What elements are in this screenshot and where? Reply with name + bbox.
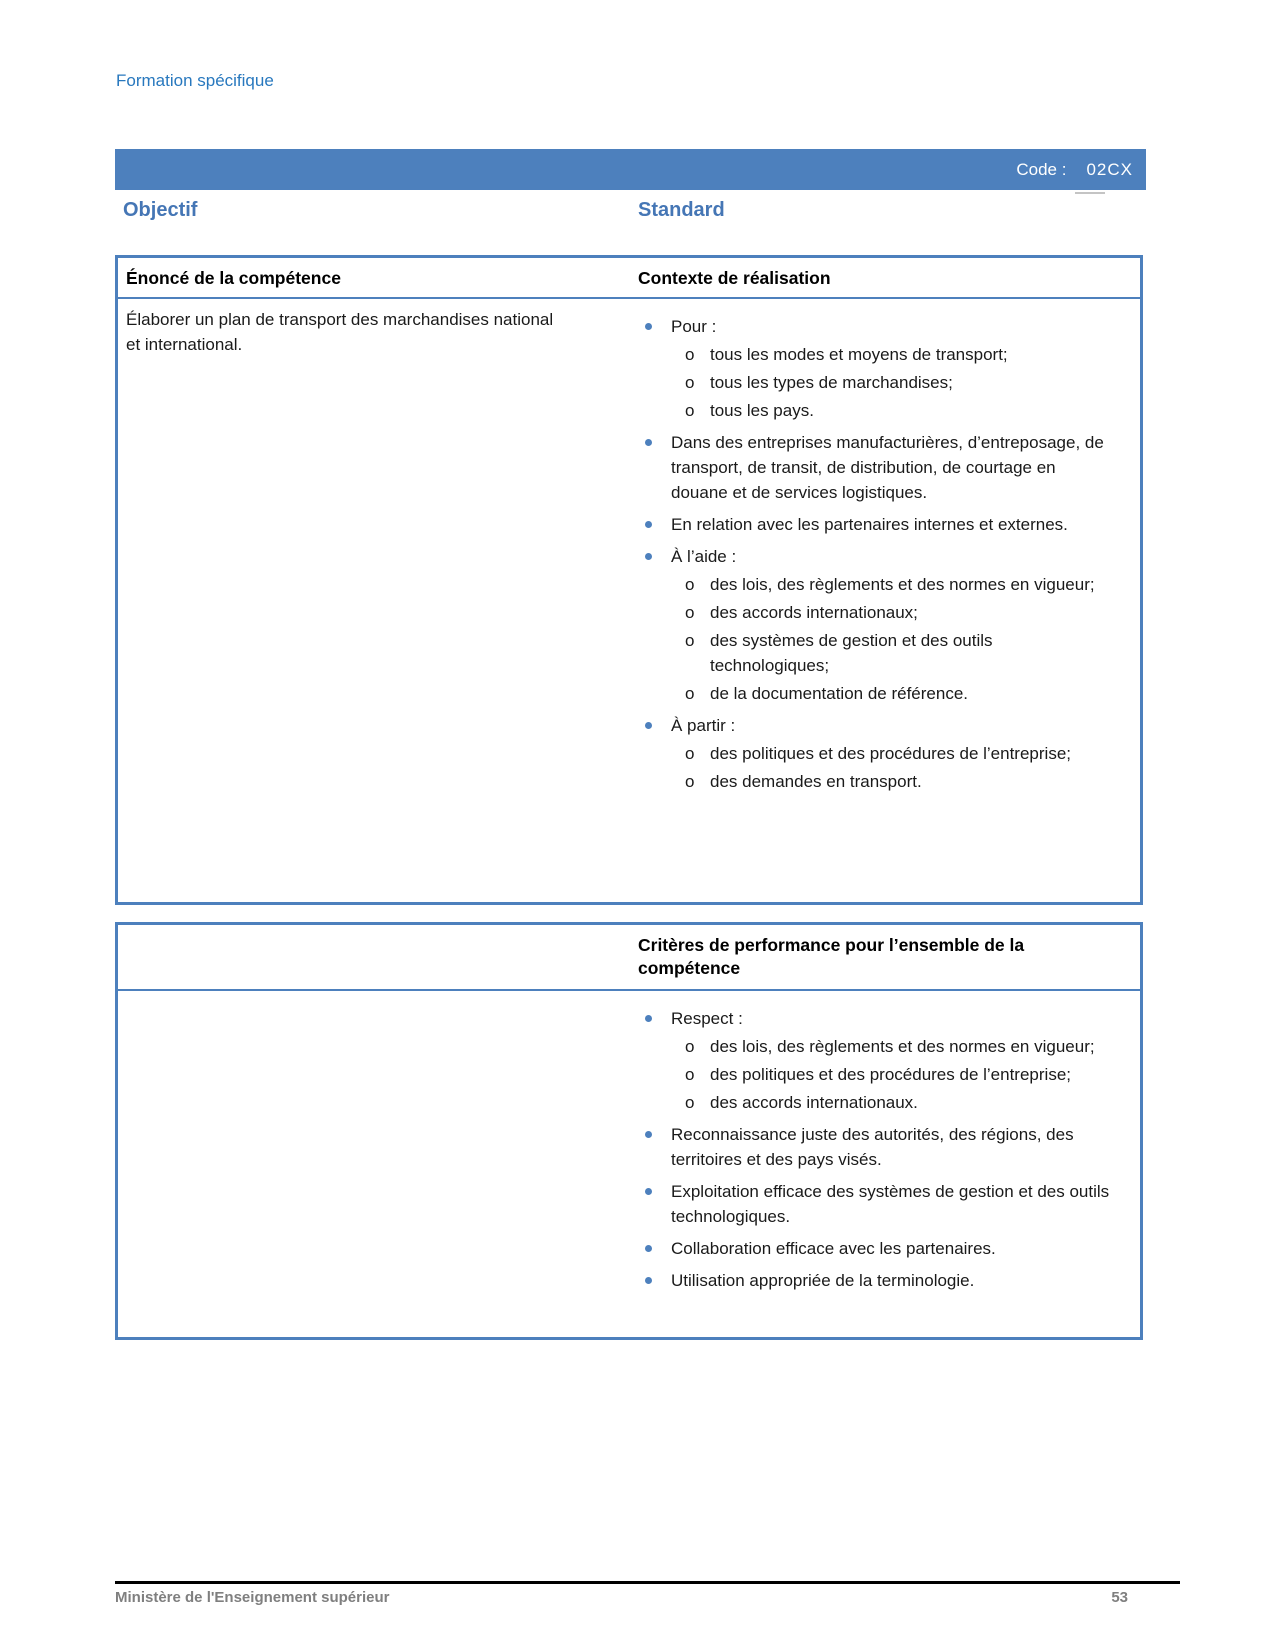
code-banner <box>115 149 1146 190</box>
criteres-body-empty-cell <box>118 991 638 1301</box>
objectif-title: Objectif <box>123 199 198 221</box>
enonce-body-text: Élaborer un plan de transport des marchandises national et international. <box>126 310 554 354</box>
sub-bullet-item <box>638 398 1114 423</box>
code-label: Code : <box>1016 159 1067 179</box>
bullet-text: Respect : <box>671 1009 743 1028</box>
contexte-header: Contexte de réalisation <box>638 268 831 288</box>
circle-bullet-icon: o <box>685 401 695 420</box>
sub-bullet-item <box>638 1034 1114 1059</box>
bullet-text: Reconnaissance juste des autorités, des régions, des territoires et des pays visés. <box>671 1125 1074 1169</box>
bullet-icon <box>638 314 671 339</box>
criteres-table-body-row <box>118 991 1140 1301</box>
sub-bullet-item <box>638 628 1114 678</box>
sub-bullet-item <box>638 741 1114 766</box>
sub-bullet-text: de la documentation de référence. <box>710 684 969 703</box>
bullet-icon <box>638 544 671 569</box>
sub-bullet-text: des systèmes de gestion et des outils technologiques; <box>710 631 993 675</box>
sub-bullet-item <box>638 769 1114 794</box>
bullet-icon <box>638 512 671 537</box>
circle-bullet-icon: o <box>685 575 695 594</box>
criteres-table-header-row <box>118 925 1140 991</box>
competence-table-body-row <box>118 299 1140 802</box>
column-titles <box>115 199 1143 222</box>
sub-bullet-item <box>638 572 1114 597</box>
criteres-header: Critères de performance pour l’ensemble de la compétence <box>638 935 1025 978</box>
bullet-item <box>638 1236 1114 1261</box>
sub-bullet-text: tous les types de marchandises; <box>710 373 953 392</box>
bullet-icon <box>638 1122 671 1172</box>
sub-bullet-item <box>638 370 1114 395</box>
contexte-bullet-list <box>638 314 1114 794</box>
sub-bullet-text: des demandes en transport. <box>710 772 922 791</box>
bullet-icon <box>638 1268 671 1293</box>
circle-bullet-icon: o <box>685 1037 695 1056</box>
bullet-item <box>638 1006 1114 1031</box>
standard-title: Standard <box>638 199 725 221</box>
bullet-text: Pour : <box>671 317 717 336</box>
sub-bullet-item <box>638 1090 1114 1115</box>
sub-bullet-item <box>638 1062 1114 1087</box>
bullet-item <box>638 1179 1114 1229</box>
competence-table-header-row <box>118 258 1140 299</box>
bullet-item <box>638 512 1114 537</box>
sub-bullet-text: des accords internationaux. <box>710 1093 918 1112</box>
circle-bullet-icon: o <box>685 631 695 650</box>
sub-bullet-text: tous les modes et moyens de transport; <box>710 345 1008 364</box>
circle-bullet-icon: o <box>685 772 695 791</box>
bullet-item <box>638 1122 1114 1172</box>
bullet-text: Utilisation appropriée de la terminologie. <box>671 1271 975 1290</box>
criteres-body-cell <box>638 991 1140 1301</box>
bullet-text: À l’aide : <box>671 547 737 566</box>
bullet-text: Dans des entreprises manufacturières, d’entreposage, de transport, de transit, de distribution, de courtage en douane et de services logistiques. <box>671 433 1104 502</box>
section-label: Formation spécifique <box>116 71 274 90</box>
sub-bullet-text: des lois, des règlements et des normes en vigueur; <box>710 575 1095 594</box>
bullet-icon <box>638 430 671 505</box>
code-underline-mark <box>1075 192 1105 194</box>
bullet-item <box>638 314 1114 339</box>
code-value: 02CX <box>1086 159 1133 179</box>
sub-bullet-item <box>638 681 1114 706</box>
bullet-text: À partir : <box>671 716 736 735</box>
contexte-body-cell <box>638 299 1140 802</box>
bullet-text: Collaboration efficace avec les partenaires. <box>671 1239 996 1258</box>
circle-bullet-icon: o <box>685 744 695 763</box>
page-number: 53 <box>1111 1589 1128 1606</box>
criteres-bullet-list <box>638 1006 1114 1293</box>
bullet-text: Exploitation efficace des systèmes de gestion et des outils technologiques. <box>671 1182 1110 1226</box>
bullet-item <box>638 1268 1114 1293</box>
bullet-icon <box>638 1006 671 1031</box>
sub-bullet-text: des accords internationaux; <box>710 603 918 622</box>
circle-bullet-icon: o <box>685 603 695 622</box>
bullet-item <box>638 430 1114 505</box>
bullet-icon <box>638 1179 671 1229</box>
bullet-item <box>638 713 1114 738</box>
enonce-header: Énoncé de la compétence <box>126 268 341 288</box>
footer-ministry-text: Ministère de l'Enseignement supérieur <box>115 1589 390 1606</box>
circle-bullet-icon: o <box>685 373 695 392</box>
circle-bullet-icon: o <box>685 684 695 703</box>
sub-bullet-item <box>638 600 1114 625</box>
sub-bullet-text: des lois, des règlements et des normes en vigueur; <box>710 1037 1095 1056</box>
sub-bullet-item <box>638 342 1114 367</box>
footer-divider-line <box>115 1581 1180 1584</box>
sub-bullet-text: des politiques et des procédures de l’entreprise; <box>710 744 1071 763</box>
sub-bullet-text: des politiques et des procédures de l’entreprise; <box>710 1065 1071 1084</box>
bullet-icon <box>638 713 671 738</box>
competence-table <box>115 255 1143 905</box>
circle-bullet-icon: o <box>685 1093 695 1112</box>
circle-bullet-icon: o <box>685 345 695 364</box>
sub-bullet-text: tous les pays. <box>710 401 814 420</box>
criteres-header-empty-cell <box>118 925 638 989</box>
bullet-text: En relation avec les partenaires internes et externes. <box>671 515 1068 534</box>
criteres-table <box>115 922 1143 1340</box>
footer <box>115 1589 1180 1606</box>
circle-bullet-icon: o <box>685 1065 695 1084</box>
bullet-item <box>638 544 1114 569</box>
bullet-icon <box>638 1236 671 1261</box>
